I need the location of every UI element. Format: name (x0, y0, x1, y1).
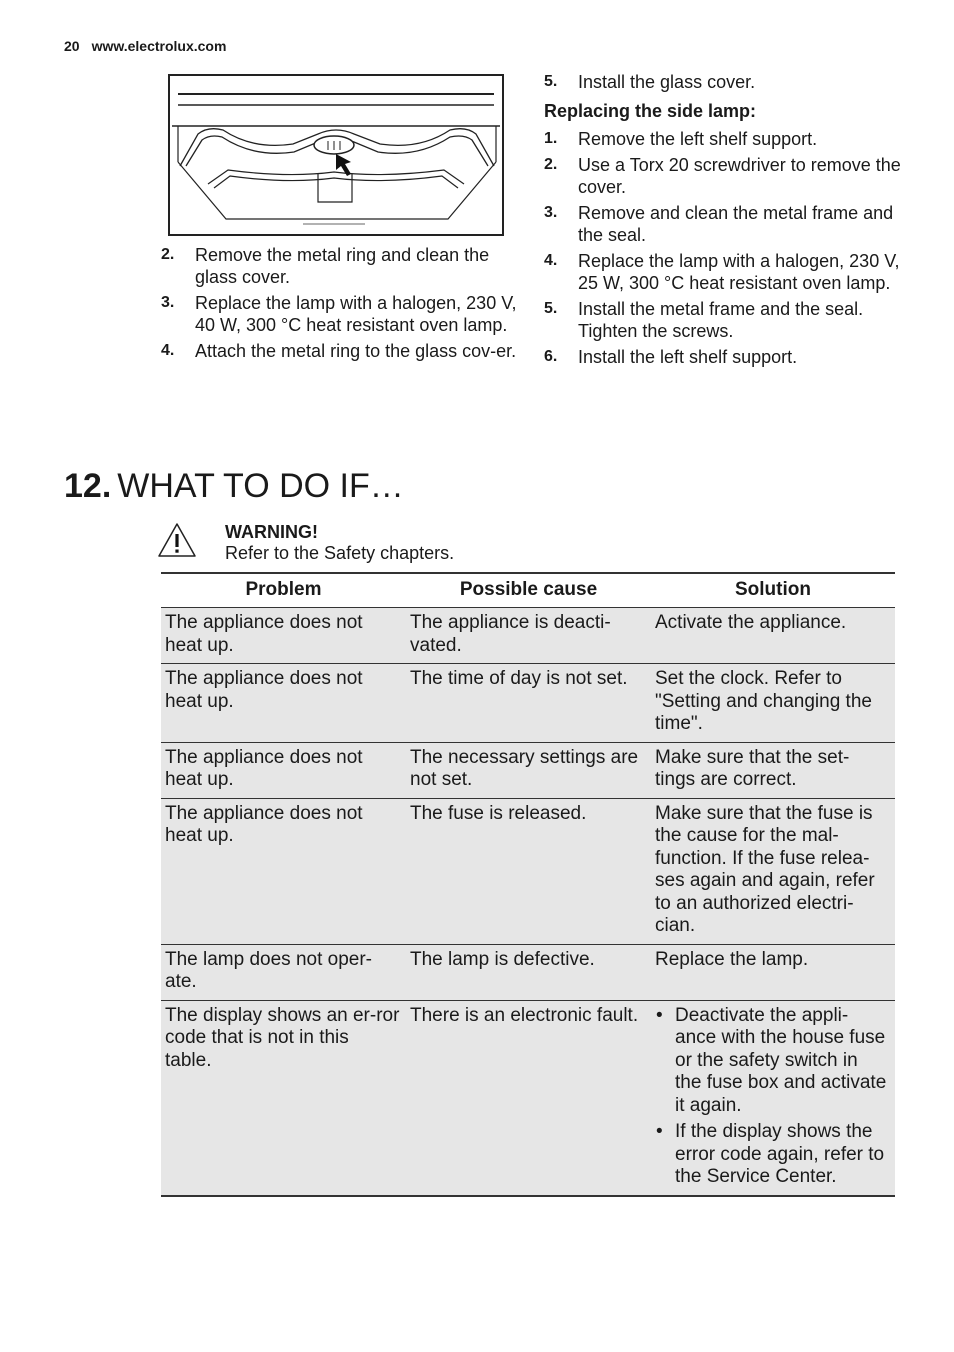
column-header-cause: Possible cause (406, 573, 651, 608)
problem-cell: The appliance does not heat up. (161, 608, 406, 664)
list-item: 3. Remove and clean the metal frame and the seal. (544, 203, 894, 245)
cause-cell: The necessary settings are not set. (406, 742, 651, 798)
solution-bullet-list (655, 1005, 889, 1189)
cause-cell: There is an electronic fault. (406, 1000, 651, 1196)
list-item: 4. Replace the lamp with a halogen, 230 V, 25 W, 300 °C heat resistant oven lamp. (544, 251, 900, 293)
table-header-row (161, 573, 895, 608)
side-lamp-heading: Replacing the side lamp: (544, 101, 757, 121)
table-row (161, 798, 895, 944)
solution-cell: Make sure that the fuse is the cause for the mal-function. If the fuse relea-ses again and again, refer to an authorized electri-cian. (651, 798, 895, 944)
cause-cell: The fuse is released. (406, 798, 651, 944)
list-item: 2. Use a Torx 20 screwdriver to remove the cover. (544, 155, 901, 197)
table-row (161, 608, 895, 664)
list-item: • Deactivate the appli-ance with the house fuse or the safety switch in the fuse box and activate it again. (656, 1004, 887, 1116)
table-row (161, 742, 895, 798)
website-url: www.electrolux.com (91, 38, 227, 54)
lamp-steps-continued (544, 71, 904, 97)
troubleshooting-table (161, 572, 895, 1197)
bullet-icon: • (656, 1004, 663, 1026)
table-row (161, 944, 895, 1000)
solution-cell: Make sure that the set-tings are correct. (651, 742, 895, 798)
warning-title: WARNING! (225, 522, 318, 542)
problem-cell: The display shows an er-ror code that is not in this table. (161, 1000, 406, 1196)
column-header-problem: Problem (161, 573, 406, 608)
table-row (161, 1000, 895, 1196)
bullet-icon: • (656, 1121, 663, 1142)
page-header (64, 38, 226, 54)
cause-cell: The time of day is not set. (406, 664, 651, 743)
solution-cell: Set the clock. Refer to "Setting and changing the time". (651, 664, 895, 743)
list-item: 6. Install the left shelf support. (544, 347, 798, 367)
chapter-number: 12. (64, 467, 112, 505)
list-item: 1. Remove the left shelf support. (544, 129, 818, 149)
column-header-solution: Solution (651, 573, 895, 608)
list-item: 5. Install the glass cover. (544, 72, 756, 92)
warning-text: Refer to the Safety chapters. (225, 543, 455, 563)
chapter-title: WHAT TO DO IF… (117, 467, 404, 505)
oven-lamp-figure (168, 74, 504, 236)
list-item: 5. Install the metal frame and the seal. Tighten the screws. (544, 299, 864, 341)
list-item: 2. Remove the metal ring and clean the glass cover. (161, 245, 490, 287)
problem-cell: The appliance does not heat up. (161, 664, 406, 743)
problem-cell: The appliance does not heat up. (161, 742, 406, 798)
cause-cell: The lamp is defective. (406, 944, 651, 1000)
list-item: • If the display shows the error code again, refer to the Service Center. (656, 1121, 885, 1187)
cause-cell: The appliance is deacti-vated. (406, 608, 651, 664)
problem-cell: The appliance does not heat up. (161, 798, 406, 944)
lamp-steps-left (161, 244, 517, 366)
solution-cell: Replace the lamp. (651, 944, 895, 1000)
solution-cell (651, 1000, 895, 1196)
list-item: 3. Replace the lamp with a halogen, 230 V, 40 W, 300 °C heat resistant oven lamp. (161, 293, 517, 335)
warning-triangle-icon (157, 522, 197, 563)
chapter-heading (64, 464, 404, 508)
solution-cell: Activate the appliance. (651, 608, 895, 664)
side-lamp-steps (544, 128, 904, 372)
problem-cell: The lamp does not oper-ate. (161, 944, 406, 1000)
list-item: 4. Attach the metal ring to the glass cov-er. (161, 341, 517, 361)
page-number: 20 (64, 38, 80, 54)
table-row (161, 664, 895, 743)
